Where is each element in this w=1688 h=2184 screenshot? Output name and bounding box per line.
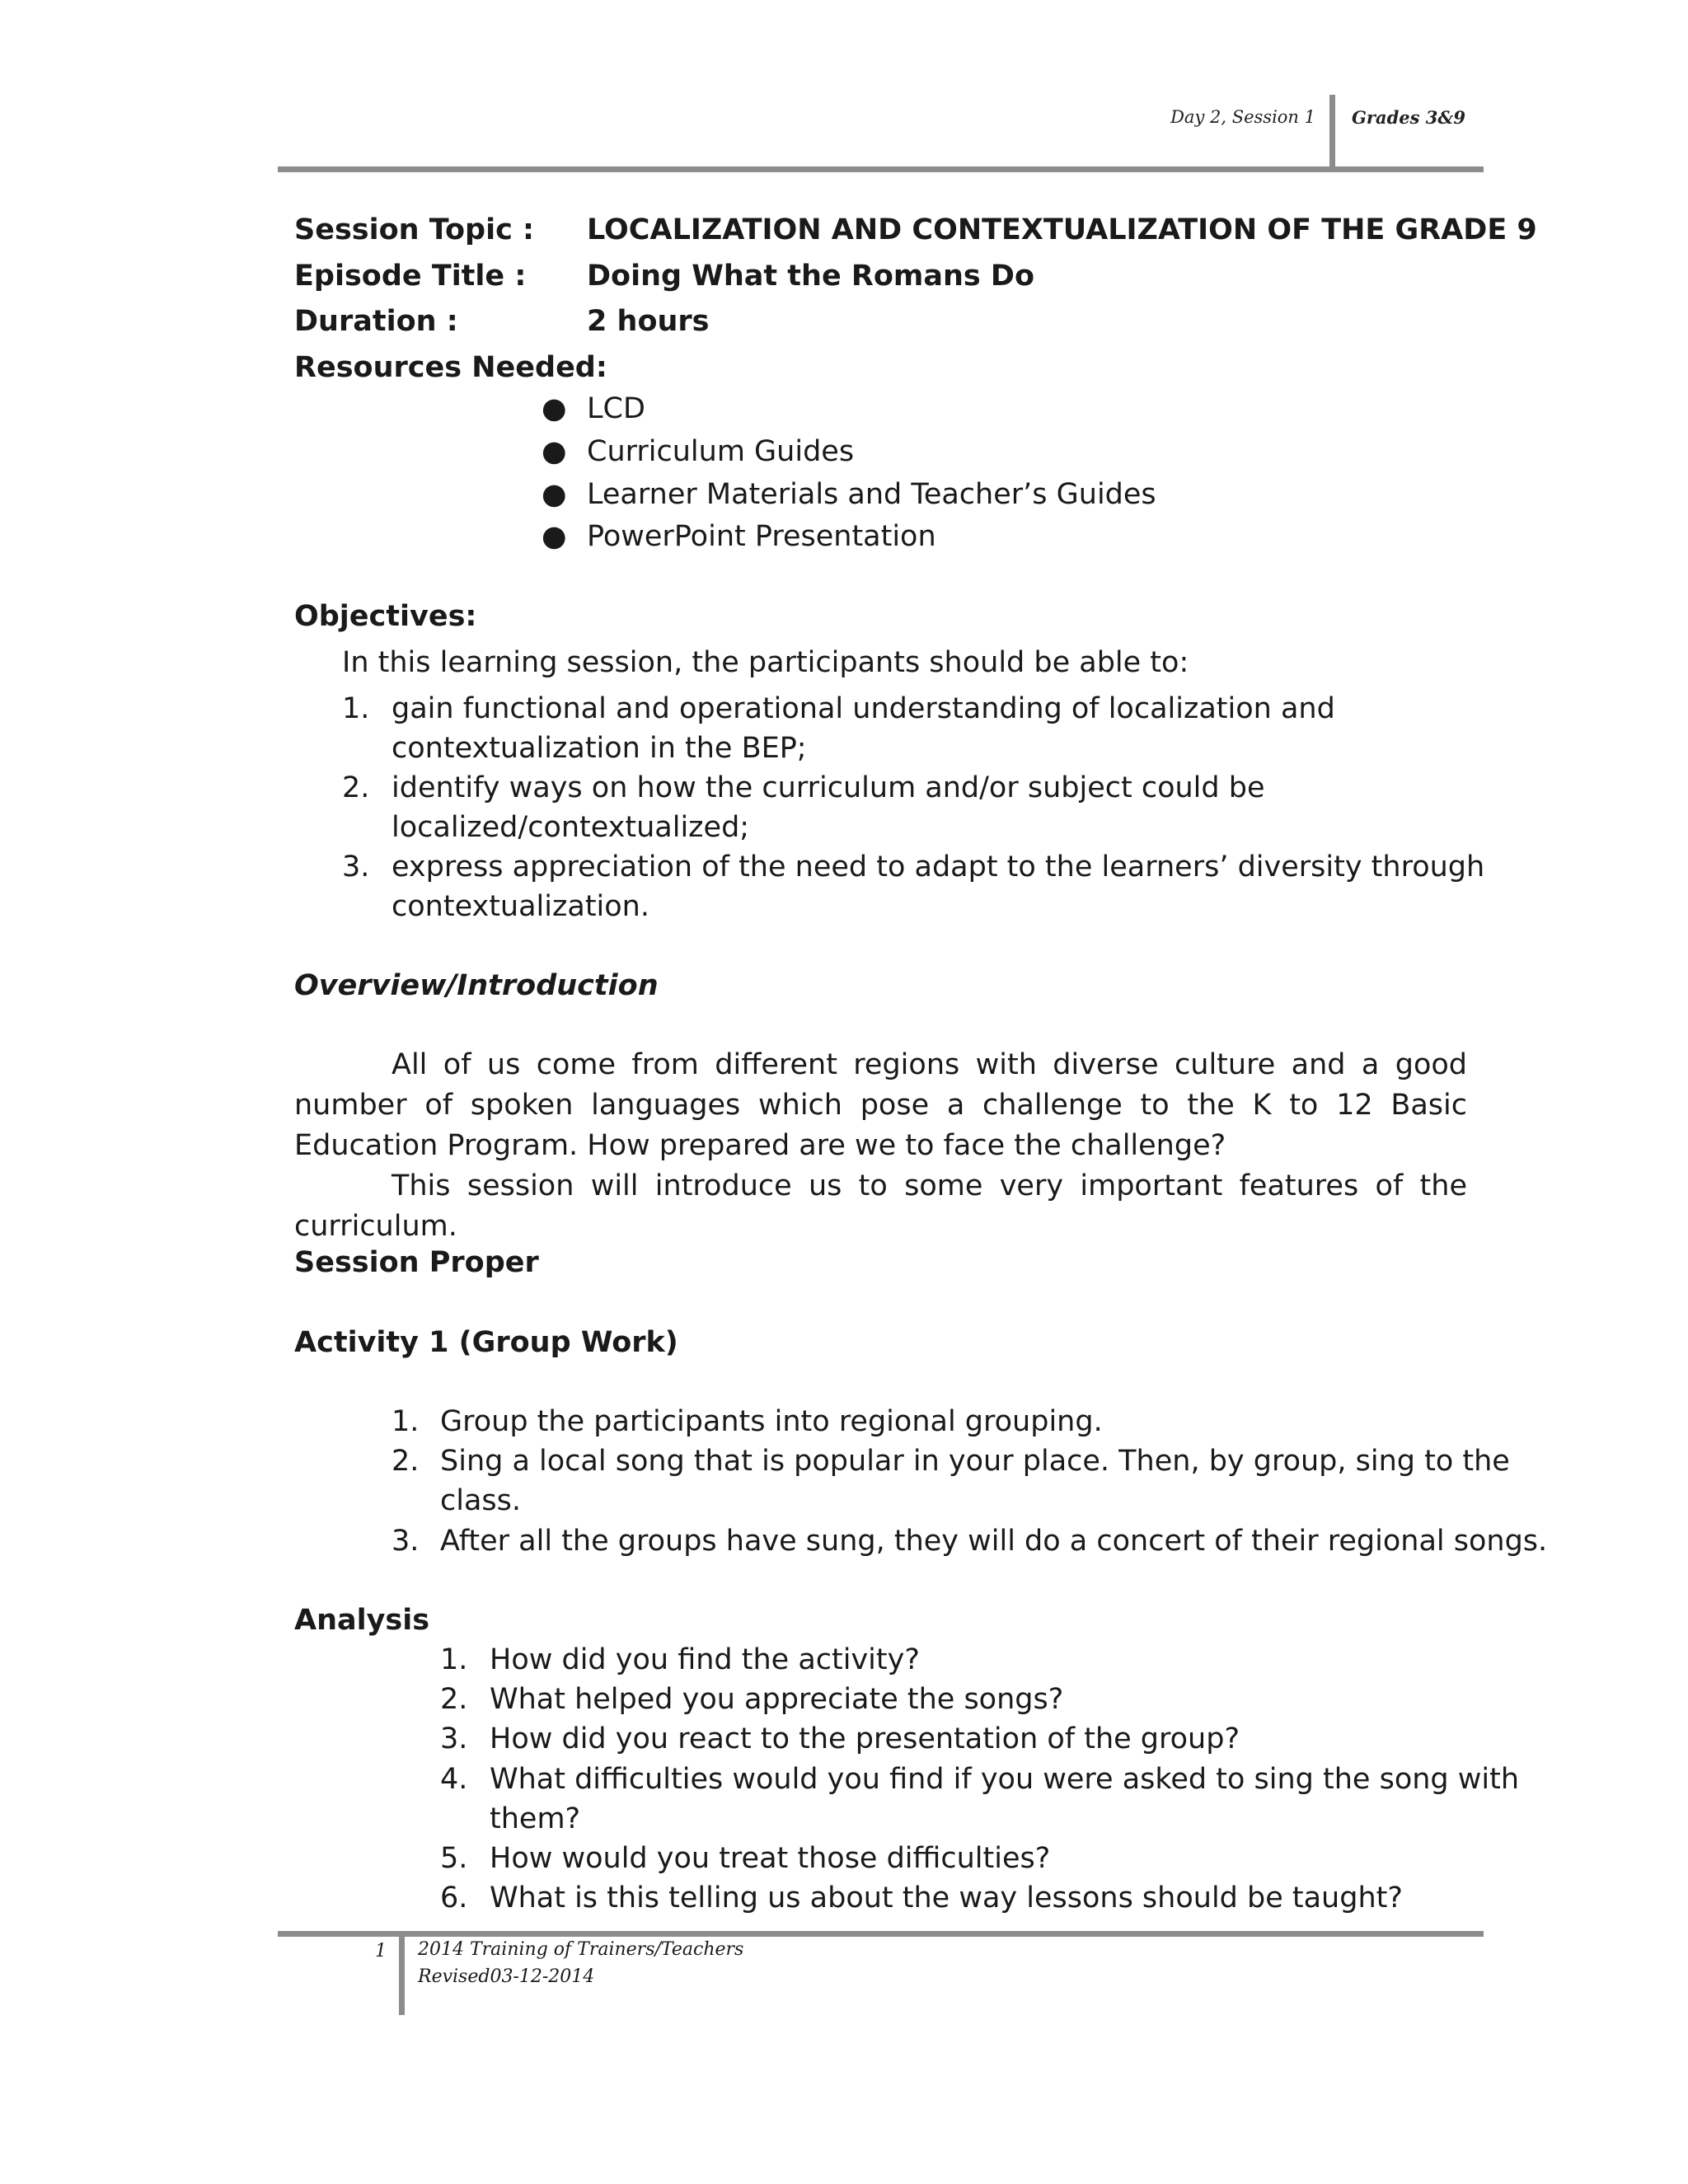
analysis-number: 1. xyxy=(440,1643,468,1676)
analysis-question: What helped you appreciate the songs? xyxy=(490,1683,1064,1716)
duration-label: Duration : xyxy=(294,305,458,338)
activity-number: 1. xyxy=(392,1405,420,1438)
header-divider xyxy=(1329,95,1335,171)
episode-title-label: Episode Title : xyxy=(294,260,527,293)
resource-item: LCD xyxy=(587,392,645,425)
header-grades-label: Grades 3&9 xyxy=(1352,107,1465,128)
activity-text: Group the participants into regional grouping. xyxy=(440,1405,1103,1438)
page-number: 1 xyxy=(375,1941,387,1961)
header-rule xyxy=(278,166,1484,172)
analysis-question: How would you treat those difficulties? xyxy=(490,1842,1051,1875)
footer-divider xyxy=(399,1931,405,2015)
overview-body xyxy=(294,1045,1467,1247)
bullet-icon: ● xyxy=(542,520,567,553)
objective-text: localized/contextualized; xyxy=(392,811,750,844)
resources-label: Resources Needed: xyxy=(294,351,607,384)
session-topic-value: LOCALIZATION AND CONTEXTUALIZATION OF THE GRADE 9 xyxy=(587,213,1537,246)
analysis-number: 4. xyxy=(440,1763,468,1796)
resource-item: Curriculum Guides xyxy=(587,435,855,468)
activity-text: After all the groups have sung, they will do a concert of their regional songs. xyxy=(440,1525,1548,1558)
resource-item: PowerPoint Presentation xyxy=(587,520,936,553)
resource-item: Learner Materials and Teacher’s Guides xyxy=(587,478,1156,511)
analysis-question: How did you react to the presentation of the group? xyxy=(490,1722,1240,1755)
duration-value: 2 hours xyxy=(587,305,710,338)
overview-heading: Overview/Introduction xyxy=(294,969,659,1002)
activity-text: class. xyxy=(440,1484,522,1517)
objective-number: 1. xyxy=(342,692,370,725)
overview-paragraph: All of us come from different regions with diverse culture and a good number of spoken languages which pose a challenge to the K to 12 Basic Education Program. How prepared are we to face the challenge? xyxy=(294,1048,1467,1162)
footer-revision: Revised03-12-2014 xyxy=(418,1966,595,1987)
objective-text: gain functional and operational understanding of localization and xyxy=(392,692,1335,725)
activity-text: Sing a local song that is popular in your place. Then, by group, sing to the xyxy=(440,1445,1510,1478)
episode-title-value: Doing What the Romans Do xyxy=(587,260,1034,293)
overview-paragraph: This session will introduce us to some very important features of the curriculum. xyxy=(294,1169,1467,1243)
analysis-question: What difficulties would you find if you were asked to sing the song with xyxy=(490,1763,1520,1796)
objective-text: contextualization. xyxy=(392,890,649,923)
objectives-heading: Objectives: xyxy=(294,600,477,633)
objective-text: contextualization in the BEP; xyxy=(392,732,807,765)
analysis-number: 2. xyxy=(440,1683,468,1716)
footer-title: 2014 Training of Trainers/Teachers xyxy=(418,1939,744,1960)
bullet-icon: ● xyxy=(542,392,567,425)
analysis-question: How did you find the activity? xyxy=(490,1643,920,1676)
session-topic-label: Session Topic : xyxy=(294,213,535,246)
analysis-question: What is this telling us about the way lessons should be taught? xyxy=(490,1882,1403,1915)
bullet-icon: ● xyxy=(542,435,567,468)
analysis-number: 3. xyxy=(440,1722,468,1755)
footer-rule xyxy=(278,1931,1484,1937)
activity-heading: Activity 1 (Group Work) xyxy=(294,1326,678,1359)
bullet-icon: ● xyxy=(542,478,567,511)
objective-number: 2. xyxy=(342,771,370,804)
objective-text: identify ways on how the curriculum and/or subject could be xyxy=(392,771,1265,804)
activity-number: 2. xyxy=(392,1445,420,1478)
analysis-number: 6. xyxy=(440,1882,468,1915)
header-session-label: Day 2, Session 1 xyxy=(1170,107,1315,127)
session-proper-heading: Session Proper xyxy=(294,1246,539,1279)
analysis-question: them? xyxy=(490,1802,581,1835)
analysis-heading: Analysis xyxy=(294,1604,430,1637)
objectives-intro: In this learning session, the participants should be able to: xyxy=(342,646,1189,679)
activity-number: 3. xyxy=(392,1525,420,1558)
objective-number: 3. xyxy=(342,851,370,883)
objective-text: express appreciation of the need to adapt to the learners’ diversity through xyxy=(392,851,1485,883)
analysis-number: 5. xyxy=(440,1842,468,1875)
